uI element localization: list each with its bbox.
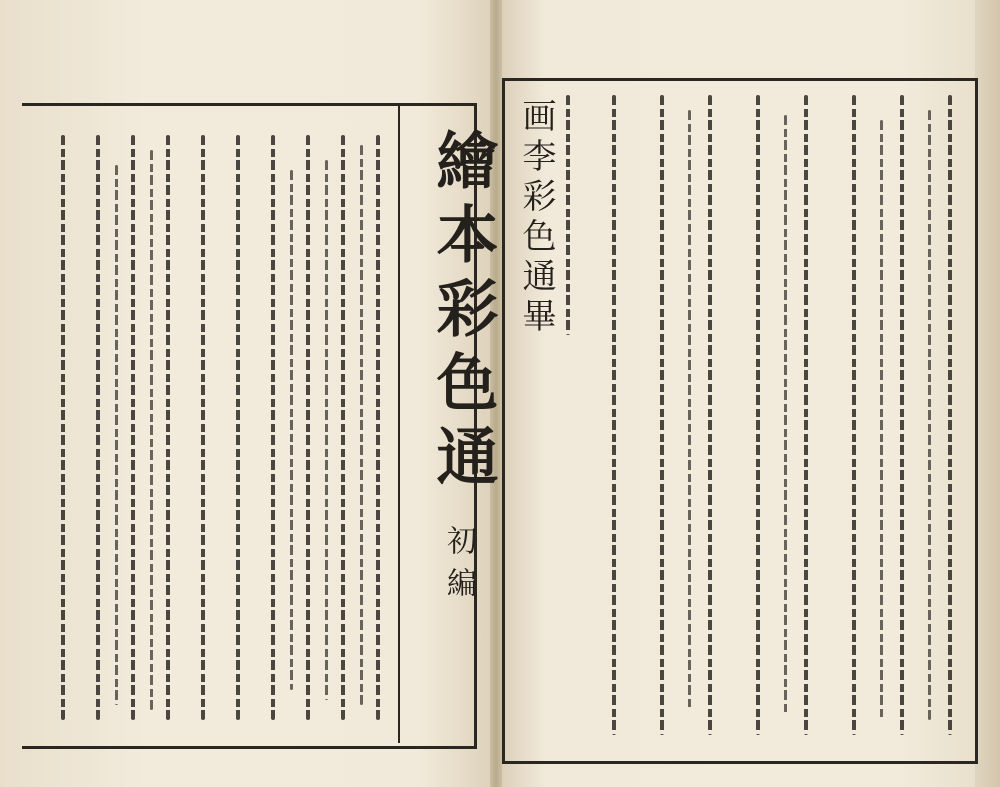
- title-column-divider: [398, 103, 400, 743]
- page-edge: [975, 0, 1000, 787]
- volume-label: 初編: [441, 525, 476, 609]
- right-text-frame: [502, 78, 978, 764]
- book-title: 繪本彩色通: [426, 128, 499, 498]
- left-text-frame: [22, 103, 477, 749]
- closing-line: 画李彩色通畢: [516, 98, 556, 338]
